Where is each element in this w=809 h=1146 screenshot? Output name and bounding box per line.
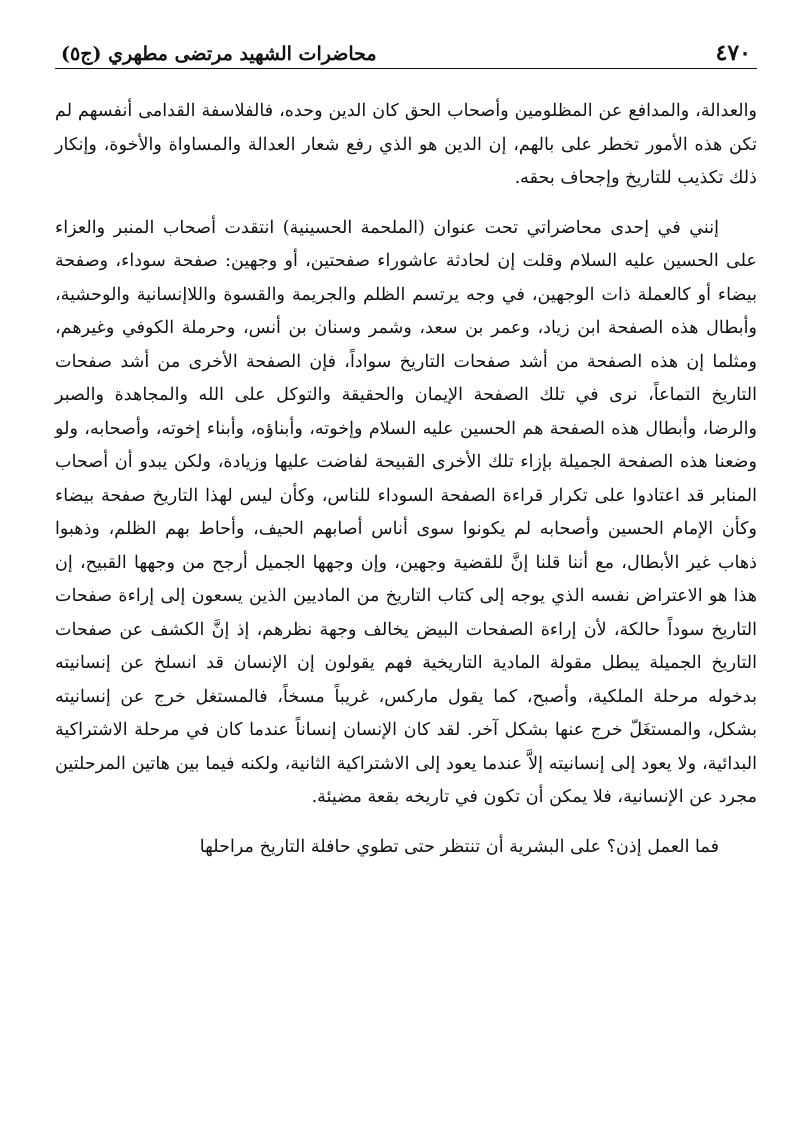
paragraph-continuation: والعدالة، والمدافع عن المظلومين وأصحاب الحق كان الدين وحده، فالفلاسفة القدامى أنفسهم لم تكن هذه الأمور تخطر على بالهم، إن الدين هو الذي رفع شعار العدالة والمساواة والأخوة، وإنكار ذلك تكذيب للتاريخ وإجحاف بحقه. <box>55 101 757 188</box>
page-header <box>55 30 757 69</box>
body-text <box>55 95 757 864</box>
book-page <box>55 30 757 864</box>
page-number: ٤٧٠ <box>715 40 751 66</box>
running-title: محاضرات الشهيد مرتضى مطهري (ج٥) <box>61 43 377 65</box>
paragraph-epic-critique: إنني في إحدى محاضراتي تحت عنوان (الملحمة الحسينية) انتقدت أصحاب المنبر والعزاء على الحسين عليه السلام وقلت إن لحادثة عاشوراء صفحتين، أو وجهين: صفحة سوداء، وصفحة بيضاء أو كالعملة ذات الوجهين، في وجه يرتسم الظلم والجريمة والقسوة واللاإنسانية والوحشية، وأبطال هذه الصفحة ابن زياد، وعمر بن سعد، وشمر وسنان بن أنس، وحرملة الكوفي وغيرهم، ومثلما إن هذه الصفحة من أشد صفحات التاريخ سواداً، فإن الصفحة الأخرى من أشد صفحات التاريخ التماعاً، نرى في تلك الصفحة الإيمان والحقيقة والتوكل على الله والمجاهدة والصبر والرضا، وأبطال هذه الصفحة هم الحسين عليه السلام وإخوته، وأبناؤه، وأبناء إخوته، وأصحابه، ولو وضعنا هذه الصفحة الجميلة بإزاء تلك الأخرى القبيحة لفاضت عليها وزيادة، ولكن يبدو أن أصحاب المنابر قد اعتادوا على تكرار قراءة الصفحة السوداء للناس، وكأن ليس لهذا التاريخ صفحة بيضاء وكأن الإمام الحسين وأصحابه لم يكونوا سوى أناس أصابهم الحيف، وأحاط بهم الظلم، وذهبوا ذهاب غير الأبطال، مع أننا قلنا إنَّ للقضية وجهين، وإن وجهها الجميل أرجح من وجهها القبيح، إن هذا هو الاعتراض نفسه الذي يوجه إلى كتاب التاريخ من الماديين الذين يسعون إلى إراءة صفحات التاريخ سوداً حالكة، لأن إراءة الصفحات البيض يخالف وجهة نظرهم، إذ إنَّ الكشف عن صفحات التاريخ الجميلة يبطل مقولة المادية التاريخية فهم يقولون إن الإنسان قد انسلخ عن إنسانيته بدخوله مرحلة الملكية، وأصبح، كما يقول ماركس، غريباً مسخاً، فالمستغل خرج عن إنسانيته بشكل، والمستغَلّ خرج عنها بشكل آخر. لقد كان الإنسان إنساناً عندما كان في مرحلة الاشتراكية البدائية، ولا يعود إلى إنسانيته إلاَّ عندما يعود إلى الاشتراكية الثانية، ولكنه فيما بين هاتين المرحلتين مجرد عن الإنسانية، فلا يمكن أن تكون في تاريخه بقعة مضيئة. <box>55 217 757 807</box>
paragraph-what-to-do: فما العمل إذن؟ على البشرية أن تنتظر حتى تطوي حافلة التاريخ مراحلها <box>199 836 719 857</box>
